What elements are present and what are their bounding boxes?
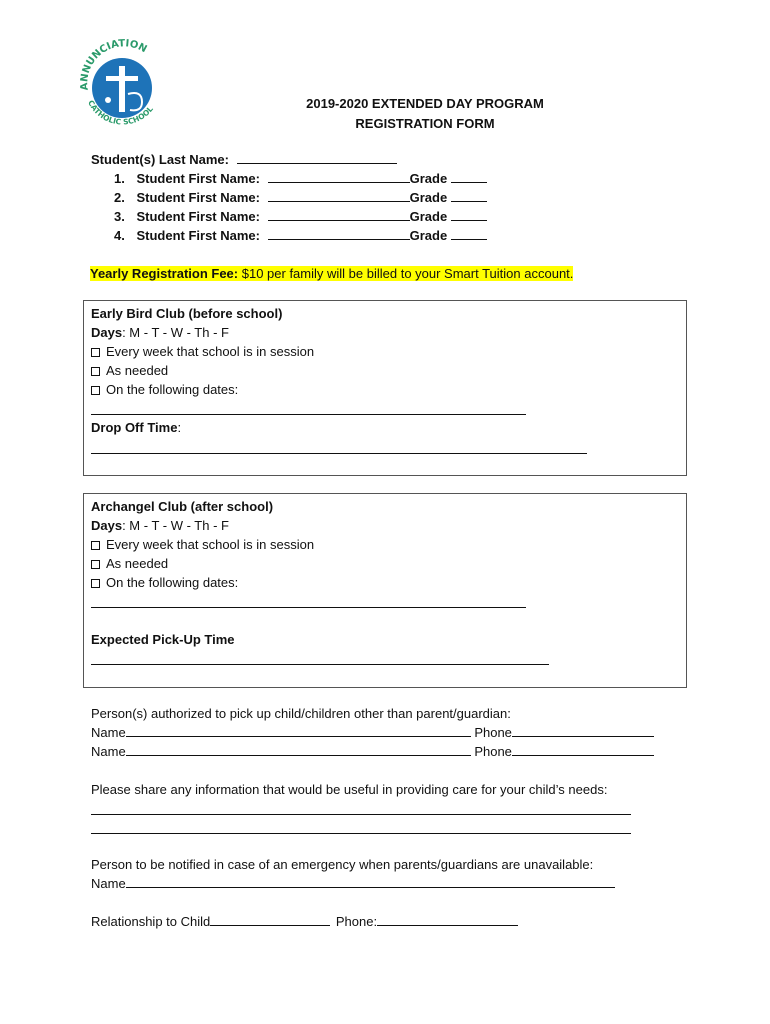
- school-logo: [74, 36, 170, 132]
- title-line-1: 2019-2020 EXTENDED DAY PROGRAM: [306, 96, 544, 111]
- drop-off-time-colon: :: [177, 420, 182, 435]
- authorized-pickup-row: [91, 742, 654, 761]
- fee-text: $10 per family will be billed to your Smart Tuition account.: [238, 266, 574, 281]
- student-last-name-field[interactable]: [237, 151, 397, 164]
- checkbox[interactable]: [91, 541, 100, 550]
- early-bird-dates-line[interactable]: [91, 414, 526, 415]
- name-field[interactable]: [126, 743, 471, 756]
- authorized-pickup-intro: Person(s) authorized to pick up child/children other than parent/guardian:: [91, 706, 511, 721]
- student-row: [114, 207, 487, 226]
- student-row: [114, 188, 487, 207]
- early-bird-option-as-needed[interactable]: [91, 361, 168, 380]
- registration-fee-note: [90, 264, 573, 283]
- early-bird-days: [91, 323, 229, 342]
- drop-off-time-row: [91, 418, 181, 437]
- early-bird-title: Early Bird Club (before school): [91, 306, 283, 321]
- grade-label: Grade: [409, 190, 448, 205]
- archangel-dates-line[interactable]: [91, 607, 526, 608]
- pickup-time-label: Expected Pick-Up Time: [91, 632, 235, 647]
- name-label: Name: [91, 876, 126, 891]
- logo-arc-text: ANNUNCIATION: [79, 38, 149, 91]
- option-label: As needed: [106, 363, 169, 378]
- name-label: Name: [91, 744, 126, 759]
- grade-label: Grade: [409, 209, 448, 224]
- archangel-days: [91, 516, 229, 535]
- student-first-name-field[interactable]: [268, 227, 410, 240]
- student-first-name-label: Student First Name:: [136, 190, 260, 205]
- days-value: : M - T - W - Th - F: [122, 325, 229, 340]
- fee-label: Yearly Registration Fee:: [90, 266, 239, 281]
- checkbox[interactable]: [91, 579, 100, 588]
- student-first-name-label: Student First Name:: [136, 171, 260, 186]
- option-label: On the following dates:: [106, 382, 239, 397]
- title-line-2: REGISTRATION FORM: [355, 116, 495, 131]
- relationship-label: Relationship to Child: [91, 914, 211, 929]
- early-bird-option-every-week[interactable]: [91, 342, 314, 361]
- student-first-name-field[interactable]: [268, 208, 410, 221]
- grade-label: Grade: [409, 171, 448, 186]
- form-title: [240, 94, 610, 134]
- care-needs-prompt: Please share any information that would be useful in providing care for your child’s needs:: [91, 782, 608, 797]
- phone-field[interactable]: [512, 743, 654, 756]
- days-value: : M - T - W - Th - F: [122, 518, 229, 533]
- option-label: Every week that school is in session: [106, 344, 315, 359]
- relationship-row: [91, 912, 518, 931]
- grade-field[interactable]: [451, 208, 487, 221]
- phone-field[interactable]: [512, 724, 654, 737]
- student-last-name-row: [91, 150, 397, 169]
- grade-field[interactable]: [451, 170, 487, 183]
- checkbox[interactable]: [91, 386, 100, 395]
- logo-bottom-text: CATHOLIC SCHOOL: [86, 98, 155, 127]
- drop-off-time-line[interactable]: [91, 453, 587, 454]
- student-first-name-label: Student First Name:: [136, 228, 260, 243]
- early-bird-option-dates[interactable]: [91, 380, 238, 399]
- grade-label: Grade: [409, 228, 448, 243]
- emergency-phone-label: Phone:: [335, 914, 378, 929]
- emergency-phone-field[interactable]: [377, 913, 518, 926]
- student-first-name-field[interactable]: [268, 189, 410, 202]
- authorized-pickup-row: [91, 723, 654, 742]
- student-row: [114, 226, 487, 245]
- days-label: Days: [91, 325, 123, 340]
- checkbox[interactable]: [91, 348, 100, 357]
- drop-off-time-label: Drop Off Time: [91, 420, 178, 435]
- emergency-contact-prompt: Person to be notified in case of an emergency when parents/guardians are unavailable:: [91, 857, 594, 872]
- care-needs-line[interactable]: [91, 814, 631, 815]
- checkbox[interactable]: [91, 560, 100, 569]
- name-field[interactable]: [126, 724, 471, 737]
- emergency-name-row: [91, 874, 615, 893]
- student-number: 3.: [114, 209, 125, 224]
- student-number: 4.: [114, 228, 125, 243]
- name-label: Name: [91, 725, 126, 740]
- student-row: [114, 169, 487, 188]
- archangel-title: Archangel Club (after school): [91, 499, 274, 514]
- emergency-name-field[interactable]: [126, 875, 615, 888]
- phone-label: Phone: [474, 725, 512, 740]
- relationship-field[interactable]: [210, 913, 330, 926]
- grade-field[interactable]: [451, 227, 487, 240]
- pickup-time-line[interactable]: [91, 664, 549, 665]
- archangel-option-dates[interactable]: [91, 573, 238, 592]
- archangel-option-every-week[interactable]: [91, 535, 314, 554]
- phone-label: Phone: [474, 744, 512, 759]
- student-number: 2.: [114, 190, 125, 205]
- option-label: Every week that school is in session: [106, 537, 315, 552]
- checkbox[interactable]: [91, 367, 100, 376]
- option-label: As needed: [106, 556, 169, 571]
- archangel-option-as-needed[interactable]: [91, 554, 168, 573]
- student-first-name-label: Student First Name:: [136, 209, 260, 224]
- student-first-name-field[interactable]: [268, 170, 410, 183]
- days-label: Days: [91, 518, 123, 533]
- student-number: 1.: [114, 171, 125, 186]
- student-last-name-label: Student(s) Last Name:: [91, 152, 229, 167]
- care-needs-line[interactable]: [91, 833, 631, 834]
- grade-field[interactable]: [451, 189, 487, 202]
- option-label: On the following dates:: [106, 575, 239, 590]
